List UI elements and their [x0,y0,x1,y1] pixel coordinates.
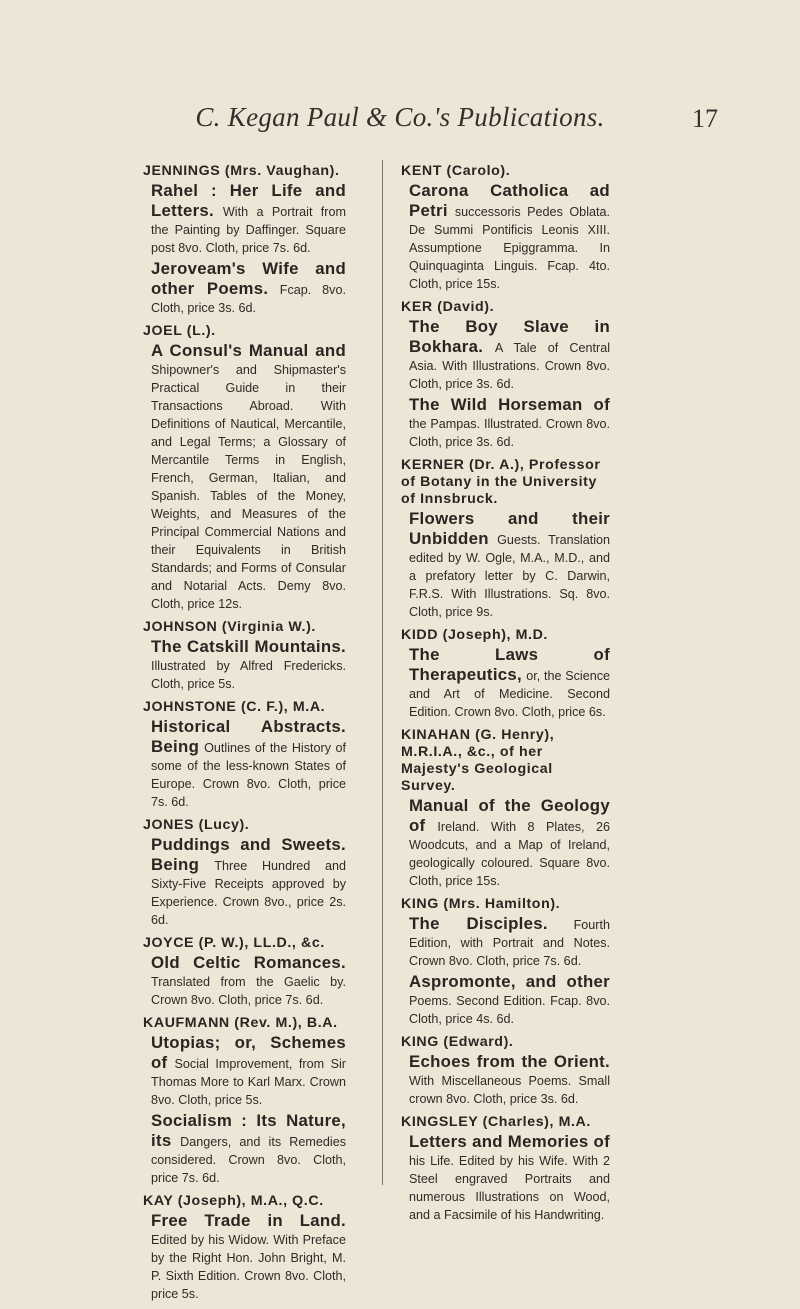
entry-author: JENNINGS (Mrs. Vaughan). [143,163,340,179]
work-details: Three Hundred and Sixty-Five Receipts approved by Experience. Crown 8vo., price 2s. 6d. [151,859,346,927]
work-title: Carona Catholica ad Petri [409,181,610,220]
work-entry [409,509,610,621]
catalog-entry [401,1034,610,1108]
catalog-entry [401,299,610,451]
work-details: Fourth Edition, with Portrait and Notes. Crown 8vo. Cloth, price 7s. 6d. [409,918,610,968]
work-title: Historical Abstracts. Being [151,717,346,756]
entry-author: JOYCE (P. W.), LL.D., &c. [143,935,325,951]
work-entry [151,717,346,811]
catalog-entry [143,935,346,1009]
work-details: the Pampas. Illustrated. Crown 8vo. Cloth, price 3s. 6d. [409,417,610,449]
work-details: Social Improvement, from Sir Thomas More to Karl Marx. Crown 8vo. Cloth, price 5s. [151,1057,346,1107]
work-title: The Boy Slave in Bokhara. [409,317,610,356]
work-entry [409,1052,610,1108]
work-entry [151,835,346,929]
catalog-entry [401,1114,610,1224]
catalog-entry [401,163,610,293]
work-title: The Catskill Mountains. [151,637,346,656]
work-details: Poems. Second Edition. Fcap. 8vo. Cloth, price 4s. 6d. [409,994,610,1026]
work-title: Socialism : Its Nature, its [151,1111,346,1150]
column-divider [382,160,383,1185]
catalog-entry [143,323,346,613]
entry-author: JONES (Lucy). [143,817,250,833]
work-title: Echoes from the Orient. [409,1052,610,1071]
work-entry [409,645,610,721]
work-entry [151,1211,346,1303]
work-title: Flowers and their Unbidden [409,509,610,548]
catalog-entry [401,727,610,890]
catalog-entry [401,457,610,621]
work-details: Edited by his Widow. With Preface by the Right Hon. John Bright, M. P. Sixth Edition. Crown 8vo. Cloth, price 5s. [151,1233,346,1301]
entry-author: KING (Edward). [401,1034,514,1050]
entry-author: KERNER (Dr. A.), Professor of Botany in the University of Innsbruck. [401,457,601,507]
catalog-entry [401,627,610,721]
catalog-entry [143,817,346,929]
page-number: 17 [692,104,718,133]
catalog-entry [143,699,346,811]
work-details: Translated from the Gaelic by. Crown 8vo. Cloth, price 7s. 6d. [151,975,346,1007]
work-title: A Consul's Manual and [151,341,346,360]
work-title: Utopias; or, Schemes of [151,1033,346,1072]
entry-author: KAY (Joseph), M.A., Q.C. [143,1193,324,1209]
catalog-entry [401,896,610,1028]
work-title: The Disciples. [409,914,548,933]
work-title: The Laws of Therapeutics, [409,645,610,684]
work-details: Guests. Translation edited by W. Ogle, M.A., M.D., and a prefatory letter by C. Darwin, F.R.S. With Illustrations. Sq. 8vo. Cloth, price 9s. [409,533,610,619]
entry-author: KING (Mrs. Hamilton). [401,896,561,912]
work-details: his Life. Edited by his Wife. With 2 Steel engraved Portraits and numerous Illustrations on Wood, and a Facsimile of his Handwriting. [409,1154,610,1222]
entry-author: KIDD (Joseph), M.D. [401,627,548,643]
right-column [401,163,610,1230]
work-entry [409,1132,610,1224]
entry-author: JOHNSON (Virginia W.). [143,619,316,635]
work-details: Fcap. 8vo. Cloth, price 3s. 6d. [151,283,346,315]
work-title: The Wild Horseman of [409,395,610,414]
work-title: Puddings and Sweets. Being [151,835,346,874]
catalog-entry [143,163,346,317]
work-title: Manual of the Geology of [409,796,610,835]
entry-author: KENT (Carolo). [401,163,511,179]
catalog-entry [143,1015,346,1187]
entry-author: KINGSLEY (Charles), M.A. [401,1114,591,1130]
work-details: With Miscellaneous Poems. Small crown 8vo. Cloth, price 3s. 6d. [409,1074,610,1106]
entry-author: JOHNSTONE (C. F.), M.A. [143,699,326,715]
work-entry [409,972,610,1028]
work-details: With a Portrait from the Painting by Daffinger. Square post 8vo. Cloth, price 7s. 6d. [151,205,346,255]
entry-author: KINAHAN (G. Henry), M.R.I.A., &c., of her Majesty's Geological Survey. [401,727,555,794]
work-details: Ireland. With 8 Plates, 26 Woodcuts, and a Map of Ireland, geologically coloured. Square 8vo. Cloth, price 15s. [409,820,610,888]
page-header [0,102,800,142]
work-title: Rahel : Her Life and Letters. [151,181,346,220]
work-details: Shipowner's and Shipmaster's Practical Guide in their Transactions Abroad. With Definitions of Nautical, Mercantile, and Legal Terms; a Glossary of Mercantile Terms in English, French, German, Italian, and Spanish. Tables of the Money, Weights, and Measures of the Principal Commercial Nations and their Equivalents in British Standards; and Forms of Consular and Notarial Acts. Demy 8vo. Cloth, price 12s. [151,363,346,611]
left-column [143,163,346,1309]
work-entry [409,796,610,890]
work-details: or, the Science and Art of Medicine. Second Edition. Crown 8vo. Cloth, price 6s. [409,669,611,719]
work-title: Free Trade in Land. [151,1211,346,1230]
work-details: Illustrated by Alfred Fredericks. Cloth, price 5s. [151,659,346,691]
work-entry [151,341,346,613]
work-details: Dangers, and its Remedies considered. Crown 8vo. Cloth, price 7s. 6d. [151,1135,346,1185]
work-entry [409,395,610,451]
work-entry [151,181,346,257]
running-title: C. Kegan Paul & Co.'s Publications. [195,102,605,132]
work-title: Letters and Memories of [409,1132,610,1151]
catalog-entry [143,1193,346,1303]
work-entry [409,181,610,293]
catalog-entry [143,619,346,693]
work-entry [151,1111,346,1187]
entry-author: KER (David). [401,299,495,315]
work-details: successoris Pedes Oblata. De Summi Pontificis Leonis XIII. Assumptione Epiggramma. In Quinquaginta Linguis. Fcap. 4to. Cloth, price 15s. [409,205,610,291]
work-title: Aspromonte, and other [409,972,610,991]
work-title: Jeroveam's Wife and other Poems. [151,259,346,298]
work-details: Outlines of the History of some of the less-known States of Europe. Crown 8vo. Cloth, price 7s. 6d. [151,741,346,809]
entry-author: JOEL (L.). [143,323,216,339]
work-entry [151,637,346,693]
work-entry [151,1033,346,1109]
work-details: A Tale of Central Asia. With Illustrations. Crown 8vo. Cloth, price 3s. 6d. [409,341,610,391]
work-title: Old Celtic Romances. [151,953,346,972]
work-entry [151,953,346,1009]
work-entry [409,914,610,970]
entry-author: KAUFMANN (Rev. M.), B.A. [143,1015,338,1031]
work-entry [409,317,610,393]
work-entry [151,259,346,317]
